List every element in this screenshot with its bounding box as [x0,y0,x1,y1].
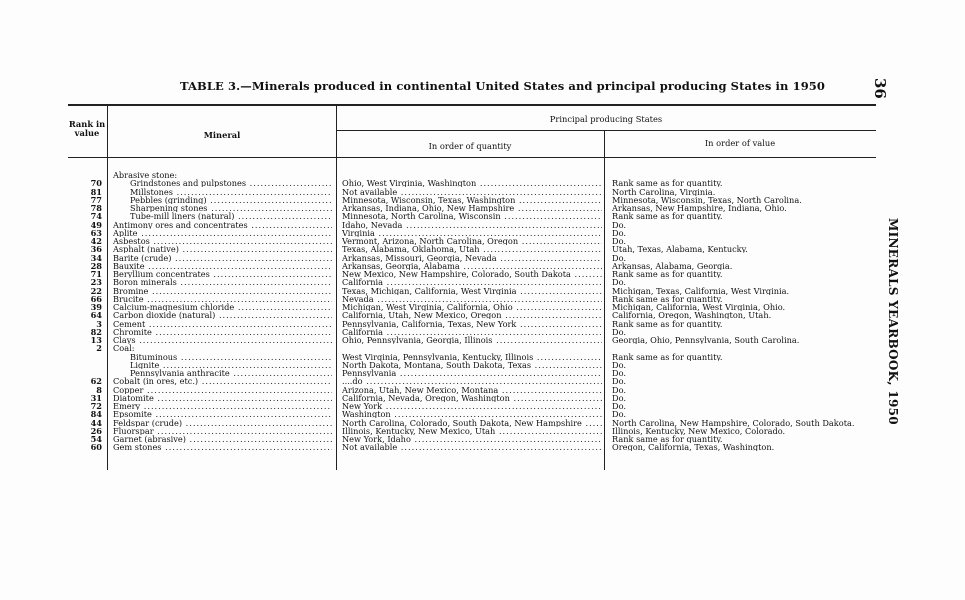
rank-cell: 49 [90,219,102,230]
quantity-states-cell: Ohio, West Virginia, Washington ..... [342,179,602,187]
mineral-cell: Gem stones ..... [113,443,332,451]
mineral-cell: Tube-mill liners (natural) ..... [130,212,332,220]
rank-cell: 74 [90,211,102,222]
rank-cell: 23 [90,277,102,288]
table-row [0,435,965,443]
header-mineral: Mineral [203,130,241,140]
value-states-cell: Do. [612,385,626,394]
table-row [0,427,965,435]
quantity-states-cell: Not available ..... [342,443,602,451]
quantity-states-cell: ....do ..... [342,377,602,385]
mineral-cell: Asphalt (native) ..... [113,245,332,253]
mineral-cell: Carbon dioxide (natural) ..... [113,311,332,319]
quantity-states-cell: California ..... [342,278,602,286]
table-row [0,344,965,352]
table-row [0,262,965,270]
mineral-cell: Copper ..... [113,386,332,394]
mineral-cell: Brucite ..... [113,295,332,303]
value-states-cell: Do. [612,360,626,369]
mineral-cell: Bromine ..... [113,287,332,295]
value-states-cell: Do. [612,369,626,378]
mineral-cell: Grindstones and pulpstones ..... [130,179,332,187]
value-states-cell: North Carolina, New Hampshire, Colorado, South Dakota. [612,418,855,427]
quantity-states-cell: New York ..... [342,402,602,410]
value-states-cell: Do. [612,220,626,229]
mineral-cell: Antimony ores and concentrates ..... [113,221,332,229]
value-states-cell: Utah, Texas, Alabama, Kentucky. [612,245,748,254]
table-row [0,196,965,204]
table-row [0,278,965,286]
mineral-cell: Pebbles (grinding) ..... [130,196,332,204]
rank-cell: 36 [90,244,102,255]
table-row [0,179,965,187]
quantity-states-cell: West Virginia, Pennsylvania, Kentucky, Illinois ..... [342,353,602,361]
rank-cell: 3 [96,318,102,329]
table-row [0,386,965,394]
quantity-states-cell: California, Utah, New Mexico, Oregon ..... [342,311,602,319]
mineral-cell: Emery ..... [113,402,332,410]
header-in-order-of-quantity: In order of quantity [428,141,512,151]
rank-cell: 8 [96,384,102,395]
rank-cell: 54 [90,434,102,444]
value-states-cell: Rank same as for quantity. [612,319,723,328]
rank-cell: 60 [90,442,102,453]
value-states-cell: Rank same as for quantity. [612,352,723,361]
mineral-cell: Boron minerals ..... [113,278,332,286]
value-states-cell: Do. [612,253,626,262]
value-states-cell: Rank same as for quantity. [612,212,723,221]
quantity-states-cell: Pennsylvania, California, Texas, New York ..... [342,320,602,328]
mineral-cell: Beryllium concentrates ..... [113,270,332,278]
table-row [0,377,965,385]
rank-cell: 31 [90,392,102,403]
rank-cell: 77 [90,194,102,205]
value-states-cell: Do. [612,377,626,386]
table-row [0,394,965,402]
table-row [0,443,965,451]
rank-cell: 63 [90,227,102,238]
table-row [0,311,965,319]
mineral-cell: Pennsylvania anthracite ..... [130,369,332,377]
table-row [0,361,965,369]
running-head: MINERALS YEARBOOK, 1950 [886,218,900,425]
value-states-cell: Georgia, Ohio, Pennsylvania, South Carolina. [612,336,800,345]
mineral-cell: Epsomite ..... [113,410,332,418]
table-row [0,212,965,220]
rank-cell: 2 [96,343,102,354]
rank-cell: 81 [90,186,102,197]
value-states-cell: Do. [612,278,626,287]
rank-cell: 34 [90,252,102,263]
mineral-cell: Sharpening stones ..... [130,204,332,212]
value-states-cell: Michigan, Texas, California, West Virginia. [612,286,790,295]
rank-cell: 84 [90,409,102,420]
quantity-states-cell: New York, Idaho ..... [342,435,602,443]
quantity-states-cell: Illinois, Kentucky, New Mexico, Utah ..... [342,427,602,435]
rank-cell: 70 [90,178,102,189]
mineral-cell: Bituminous ..... [130,353,332,361]
table-row [0,328,965,336]
table-row [0,320,965,328]
table-row [0,419,965,427]
mineral-cell: Feldspar (crude) ..... [113,419,332,427]
page-number: 36 [871,78,889,99]
value-states-cell: Michigan, California, West Virginia, Ohio. [612,303,786,312]
mineral-cell: Cobalt (in ores, etc.) ..... [113,377,332,385]
quantity-states-cell: Ohio, Pennsylvania, Georgia, Illinois ..... [342,336,602,344]
table-title: TABLE 3.—Minerals produced in continental United States and principal producing States in 1950 [179,79,825,93]
table-row [0,336,965,344]
header-principal-states: Principal producing States [549,114,663,124]
mineral-cell: Abrasive stone: [113,171,178,180]
quantity-states-cell: California, Nevada, Oregon, Washington ..... [342,394,602,402]
quantity-states-cell: North Carolina, Colorado, South Dakota, New Hampshire ..... [342,419,602,427]
value-states-cell: California, Oregon, Washington, Utah. [612,311,772,320]
value-states-cell: Minnesota, Wisconsin, Texas, North Carolina. [612,195,802,204]
quantity-states-cell: Arkansas, Indiana, Ohio, New Hampshire ..... [342,204,602,212]
table-row [0,171,965,179]
value-states-cell: Do. [612,410,626,419]
quantity-states-cell: North Dakota, Montana, South Dakota, Texas ..... [342,361,602,369]
value-states-cell: Do. [612,237,626,246]
rank-cell: 22 [90,285,102,296]
table-row [0,410,965,418]
mineral-cell: Calcium-magnesium chloride ..... [113,303,332,311]
quantity-states-cell: Minnesota, Wisconsin, Texas, Washington ..... [342,196,602,204]
value-states-cell: Rank same as for quantity. [612,179,723,188]
header-bottom-rule [68,157,876,158]
rank-cell: 28 [90,260,102,271]
quantity-states-cell: Vermont, Arizona, North Carolina, Oregon ..... [342,237,602,245]
quantity-states-cell: Arkansas, Missouri, Georgia, Nevada ..... [342,254,602,262]
rank-cell: 78 [90,203,102,213]
table-row [0,270,965,278]
quantity-states-cell: Texas, Alabama, Oklahoma, Utah ..... [342,245,602,253]
header-in-order-of-value: In order of value [704,138,776,148]
quantity-states-cell: Texas, Michigan, California, West Virginia ..... [342,287,602,295]
rank-cell: 26 [90,425,102,436]
mineral-cell: Millstones ..... [130,188,332,196]
value-states-cell: Oregon, California, Texas, Washington. [612,443,775,452]
header-rank: Rank in value [68,119,106,138]
mineral-cell: Clays ..... [113,336,332,344]
quantity-states-cell: Arkansas, Georgia, Alabama ..... [342,262,602,270]
rank-cell: 64 [90,310,102,321]
mineral-cell: Chromite ..... [113,328,332,336]
table-row [0,369,965,377]
value-states-cell: Do. [612,228,626,237]
table-row [0,221,965,229]
quantity-states-cell: Not available ..... [342,188,602,196]
quantity-states-cell: Michigan, West Virginia, California, Ohio ..... [342,303,602,311]
table-row [0,204,965,212]
value-states-cell: Do. [612,402,626,411]
mineral-cell: Diatomite ..... [113,394,332,402]
rank-cell: 71 [90,269,102,279]
table-row [0,287,965,295]
table-row [0,188,965,196]
quantity-states-cell: Pennsylvania ..... [342,369,602,377]
table-row [0,402,965,410]
mineral-cell: Bauxite ..... [113,262,332,270]
subheader-rule [336,130,876,131]
value-states-cell: Rank same as for quantity. [612,270,723,279]
value-states-cell: Arkansas, New Hampshire, Indiana, Ohio. [612,204,787,213]
rank-cell: 39 [90,302,102,312]
quantity-states-cell: Nevada ..... [342,295,602,303]
mineral-cell: Aplite ..... [113,229,332,237]
value-states-cell: Illinois, Kentucky, New Mexico, Colorado. [612,426,786,435]
mineral-cell: Asbestos ..... [113,237,332,245]
value-states-cell: Rank same as for quantity. [612,435,723,444]
rank-cell: 62 [90,376,102,387]
table-row [0,303,965,311]
value-states-cell: Do. [612,393,626,402]
value-states-cell: Rank same as for quantity. [612,294,723,303]
rank-cell: 72 [90,401,102,411]
mineral-cell: Coal: [113,344,135,353]
rank-cell: 42 [90,236,102,246]
rank-cell: 13 [90,335,102,345]
table-row [0,254,965,262]
quantity-states-cell: Washington ..... [342,410,602,418]
table-row [0,237,965,245]
mineral-cell: Garnet (abrasive) ..... [113,435,332,443]
table-row [0,245,965,253]
table-top-rule [68,104,876,106]
table-row [0,295,965,303]
value-states-cell: Arkansas, Alabama, Georgia. [612,261,733,270]
quantity-states-cell: Arizona, Utah, New Mexico, Montana ..... [342,386,602,394]
rank-cell: 66 [90,293,102,304]
quantity-states-cell: New Mexico, New Hampshire, Colorado, South Dakota ..... [342,270,602,278]
quantity-states-cell: Virginia ..... [342,229,602,237]
rank-cell: 44 [90,417,102,428]
quantity-states-cell: California ..... [342,328,602,336]
value-states-cell: North Carolina, Virginia. [612,187,716,196]
mineral-cell: Lignite ..... [130,361,332,369]
mineral-cell: Cement ..... [113,320,332,328]
mineral-cell: Fluorspar ..... [113,427,332,435]
quantity-states-cell: Minnesota, North Carolina, Wisconsin ..... [342,212,602,220]
table-row [0,229,965,237]
quantity-states-cell: Idaho, Nevada ..... [342,221,602,229]
table-row [0,353,965,361]
mineral-cell: Barite (crude) ..... [113,254,332,262]
rank-cell: 82 [90,326,102,337]
value-states-cell: Do. [612,327,626,336]
